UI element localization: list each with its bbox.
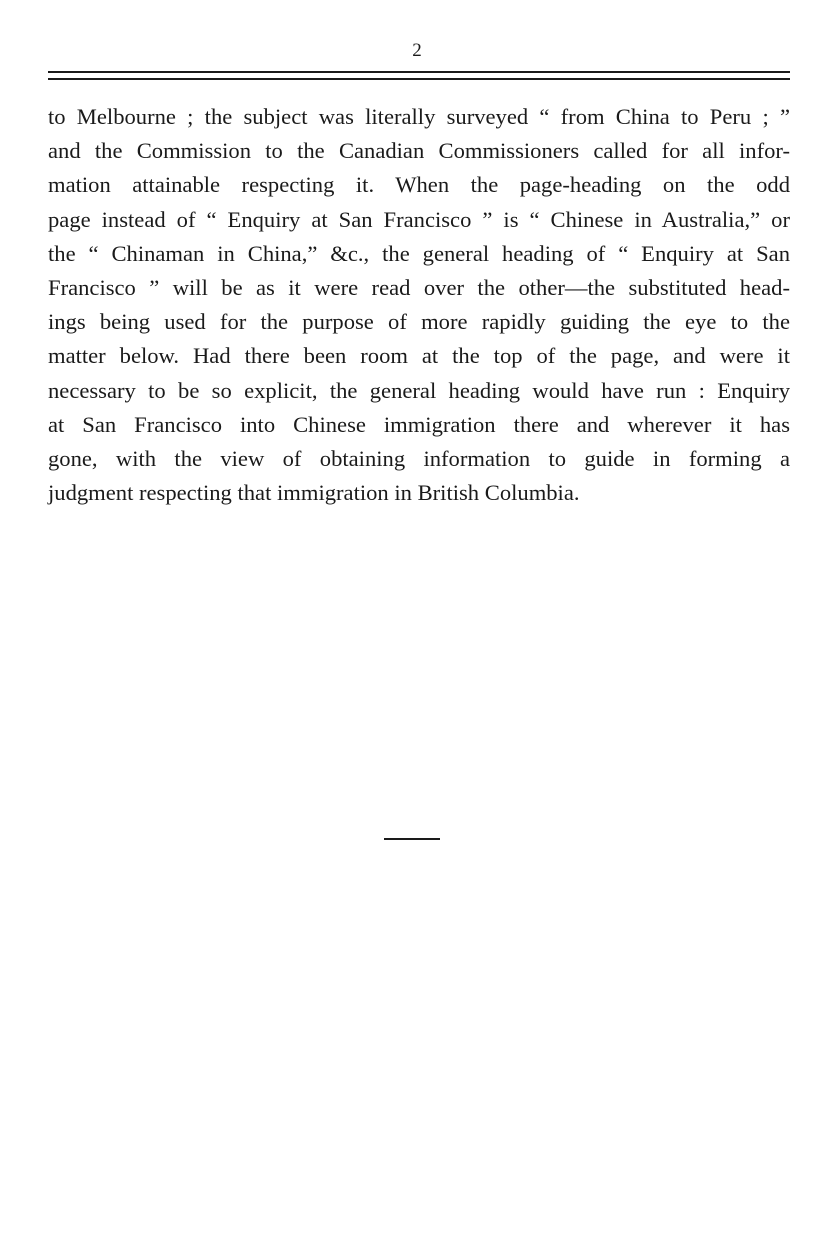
text-line: Francisco ” will be as it were read over the other—the substituted head- <box>48 275 790 301</box>
text-line: to Melbourne ; the subject was literally surveyed “ from China to Peru ; ” <box>48 104 790 129</box>
text-line: necessary to be so explicit, the general heading would have run : Enquiry <box>48 377 790 403</box>
text-line: page instead of “ Enquiry at San Francisco ” is “ Chinese in Australia,” or <box>48 206 790 232</box>
text-line: matter below. Had there been room at the top of the page, and were it <box>48 343 790 369</box>
text-line: and the Commission to the Canadian Commissioners called for all infor- <box>48 138 790 164</box>
body-paragraph <box>48 100 790 510</box>
text-line: at San Francisco into Chinese immigration there and wherever it has <box>48 411 790 437</box>
header-rule-bottom <box>48 78 790 80</box>
end-rule <box>384 838 440 840</box>
text-line: judgment respecting that immigration in British Columbia. <box>48 480 580 506</box>
text-line: gone, with the view of obtaining information to guide in forming a <box>48 446 790 472</box>
header-rule-top <box>48 71 790 73</box>
text-line: ings being used for the purpose of more rapidly guiding the eye to the <box>48 309 790 335</box>
text-line: mation attainable respecting it. When the page-heading on the odd <box>48 172 790 198</box>
text-line: the “ Chinaman in China,” &c., the general heading of “ Enquiry at San <box>48 240 790 266</box>
page-number: 2 <box>412 40 422 61</box>
